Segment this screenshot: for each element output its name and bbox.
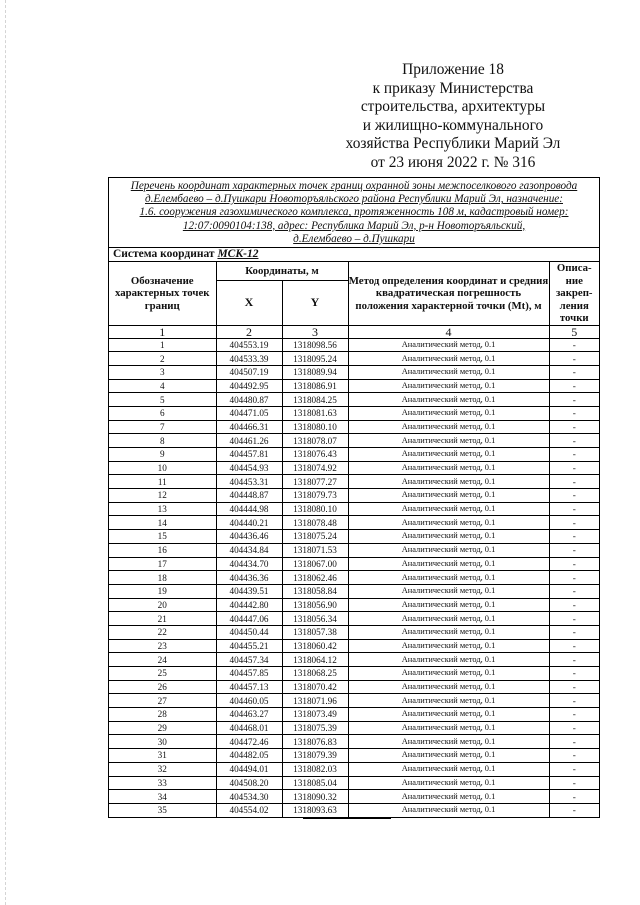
table-row: [109, 406, 599, 420]
description-cell: -: [549, 461, 599, 475]
point-number-cell: 13: [109, 502, 216, 516]
x-coordinate-cell: 404436.46: [216, 530, 282, 544]
point-number-cell: 27: [109, 694, 216, 708]
y-coordinate-cell: 1318090.32: [282, 790, 348, 804]
x-coordinate-cell: 404480.87: [216, 393, 282, 407]
table-row: [109, 708, 599, 722]
x-coordinate-cell: 404463.27: [216, 708, 282, 722]
description-cell: -: [549, 571, 599, 585]
y-coordinate-cell: 1318057.38: [282, 625, 348, 639]
x-coordinate-cell: 404457.13: [216, 680, 282, 694]
table-row: [109, 762, 599, 776]
x-coordinate-cell: 404457.81: [216, 448, 282, 462]
method-cell: Аналитический метод, 0.1: [348, 680, 549, 694]
description-cell: -: [549, 516, 599, 530]
point-number-cell: 4: [109, 379, 216, 393]
x-coordinate-cell: 404482.05: [216, 749, 282, 763]
y-coordinate-cell: 1318089.94: [282, 365, 348, 379]
header-designation: Обозначение характерных точек границ: [109, 262, 216, 325]
point-number-cell: 3: [109, 365, 216, 379]
method-cell: Аналитический метод, 0.1: [348, 530, 549, 544]
x-coordinate-cell: 404444.98: [216, 502, 282, 516]
description-cell: -: [549, 639, 599, 653]
method-cell: Аналитический метод, 0.1: [348, 448, 549, 462]
method-cell: Аналитический метод, 0.1: [348, 584, 549, 598]
y-coordinate-cell: 1318085.04: [282, 776, 348, 790]
header-line: хозяйства Республики Марий Эл: [345, 135, 561, 152]
table-row: [109, 625, 599, 639]
point-number-cell: 12: [109, 489, 216, 503]
point-number-cell: 14: [109, 516, 216, 530]
method-cell: Аналитический метод, 0.1: [348, 776, 549, 790]
description-cell: -: [549, 557, 599, 571]
x-coordinate-cell: 404472.46: [216, 735, 282, 749]
point-number-cell: 18: [109, 571, 216, 585]
x-coordinate-cell: 404507.19: [216, 365, 282, 379]
coordinate-system-value: МСК-12: [217, 248, 259, 261]
y-coordinate-cell: 1318080.10: [282, 420, 348, 434]
table-row: [109, 420, 599, 434]
column-number: 4: [348, 325, 549, 338]
point-number-cell: 22: [109, 625, 216, 639]
y-coordinate-cell: 1318060.42: [282, 639, 348, 653]
y-coordinate-cell: 1318075.24: [282, 530, 348, 544]
y-coordinate-cell: 1318079.73: [282, 489, 348, 503]
method-cell: Аналитический метод, 0.1: [348, 694, 549, 708]
point-number-cell: 1: [109, 338, 216, 352]
y-coordinate-cell: 1318095.24: [282, 352, 348, 366]
description-cell: -: [549, 584, 599, 598]
y-coordinate-cell: 1318056.34: [282, 612, 348, 626]
table-row: [109, 694, 599, 708]
point-number-cell: 16: [109, 543, 216, 557]
point-number-cell: 17: [109, 557, 216, 571]
header-description: Описа-ние закреп-ления точки: [549, 262, 599, 325]
description-cell: -: [549, 434, 599, 448]
point-number-cell: 28: [109, 708, 216, 722]
point-number-cell: 32: [109, 762, 216, 776]
x-coordinate-cell: 404460.05: [216, 694, 282, 708]
footer-divider: [303, 818, 391, 819]
method-cell: Аналитический метод, 0.1: [348, 571, 549, 585]
table-row: [109, 338, 599, 352]
x-coordinate-cell: 404447.06: [216, 612, 282, 626]
coordinates-frame: [108, 177, 600, 818]
x-coordinate-cell: 404457.85: [216, 667, 282, 681]
description-cell: -: [549, 338, 599, 352]
x-coordinate-cell: 404494.01: [216, 762, 282, 776]
point-number-cell: 24: [109, 653, 216, 667]
title-line: д.Елембаево – д.Пушкари Новоторъяльского района Республики Марий Эл, назначение:: [145, 193, 563, 206]
method-cell: Аналитический метод, 0.1: [348, 502, 549, 516]
y-coordinate-cell: 1318070.42: [282, 680, 348, 694]
y-coordinate-cell: 1318080.10: [282, 502, 348, 516]
method-cell: Аналитический метод, 0.1: [348, 598, 549, 612]
point-number-cell: 29: [109, 721, 216, 735]
y-coordinate-cell: 1318093.63: [282, 803, 348, 816]
method-cell: Аналитический метод, 0.1: [348, 489, 549, 503]
method-cell: Аналитический метод, 0.1: [348, 393, 549, 407]
point-number-cell: 2: [109, 352, 216, 366]
description-cell: -: [549, 680, 599, 694]
y-coordinate-cell: 1318081.63: [282, 406, 348, 420]
description-cell: -: [549, 489, 599, 503]
point-number-cell: 7: [109, 420, 216, 434]
point-number-cell: 35: [109, 803, 216, 816]
description-cell: -: [549, 708, 599, 722]
y-coordinate-cell: 1318062.46: [282, 571, 348, 585]
header-line: к приказу Министерства: [372, 79, 534, 97]
method-cell: Аналитический метод, 0.1: [348, 803, 549, 816]
y-coordinate-cell: 1318064.12: [282, 653, 348, 667]
x-coordinate-cell: 404450.44: [216, 625, 282, 639]
table-row: [109, 639, 599, 653]
method-cell: Аналитический метод, 0.1: [348, 667, 549, 681]
y-coordinate-cell: 1318076.43: [282, 448, 348, 462]
point-number-cell: 33: [109, 776, 216, 790]
description-cell: -: [549, 475, 599, 489]
y-coordinate-cell: 1318074.92: [282, 461, 348, 475]
x-coordinate-cell: 404434.70: [216, 557, 282, 571]
x-coordinate-cell: 404553.19: [216, 338, 282, 352]
header-line: от 23 июня 2022 г. № 316: [370, 153, 536, 171]
method-cell: Аналитический метод, 0.1: [348, 612, 549, 626]
y-coordinate-cell: 1318078.07: [282, 434, 348, 448]
x-coordinate-cell: 404453.31: [216, 475, 282, 489]
method-cell: Аналитический метод, 0.1: [348, 475, 549, 489]
title-line: д.Елембаево – д.Пушкари: [293, 232, 415, 245]
description-cell: -: [549, 667, 599, 681]
header-line: и жилищно-коммунального: [362, 116, 544, 134]
table-row: [109, 502, 599, 516]
table-row: [109, 489, 599, 503]
x-coordinate-cell: 404508.20: [216, 776, 282, 790]
x-coordinate-cell: 404448.87: [216, 489, 282, 503]
description-cell: -: [549, 448, 599, 462]
method-cell: Аналитический метод, 0.1: [348, 338, 549, 352]
method-cell: Аналитический метод, 0.1: [348, 516, 549, 530]
header-line: Приложение 18: [402, 61, 504, 78]
table-row: [109, 680, 599, 694]
table-row: [109, 365, 599, 379]
method-cell: Аналитический метод, 0.1: [348, 639, 549, 653]
method-cell: Аналитический метод, 0.1: [348, 434, 549, 448]
table-row: [109, 735, 599, 749]
table-row: [109, 598, 599, 612]
point-number-cell: 21: [109, 612, 216, 626]
description-cell: -: [549, 598, 599, 612]
x-coordinate-cell: 404439.51: [216, 584, 282, 598]
description-cell: -: [549, 420, 599, 434]
x-coordinate-cell: 404461.26: [216, 434, 282, 448]
method-cell: Аналитический метод, 0.1: [348, 708, 549, 722]
column-numbers-row: [109, 325, 599, 338]
x-coordinate-cell: 404436.36: [216, 571, 282, 585]
point-number-cell: 10: [109, 461, 216, 475]
method-cell: Аналитический метод, 0.1: [348, 625, 549, 639]
method-cell: Аналитический метод, 0.1: [348, 352, 549, 366]
header-x: X: [216, 280, 282, 325]
header-method: Метод определения координат и средния квадратическая погрешность положения характерной точки (Mt), м: [348, 262, 549, 325]
table-row: [109, 721, 599, 735]
table-row: [109, 571, 599, 585]
point-number-cell: 5: [109, 393, 216, 407]
method-cell: Аналитический метод, 0.1: [348, 379, 549, 393]
y-coordinate-cell: 1318078.48: [282, 516, 348, 530]
header-y: Y: [282, 280, 348, 325]
y-coordinate-cell: 1318071.53: [282, 543, 348, 557]
coordinates-table: [109, 262, 599, 817]
coordinate-system-row: [109, 248, 599, 262]
point-number-cell: 15: [109, 530, 216, 544]
point-number-cell: 30: [109, 735, 216, 749]
x-coordinate-cell: 404440.21: [216, 516, 282, 530]
table-row: [109, 393, 599, 407]
table-row: [109, 749, 599, 763]
table-row: [109, 448, 599, 462]
column-number: 1: [109, 325, 216, 338]
x-coordinate-cell: 404455.21: [216, 639, 282, 653]
x-coordinate-cell: 404533.39: [216, 352, 282, 366]
y-coordinate-cell: 1318084.25: [282, 393, 348, 407]
title-line: Перечень координат характерных точек границ охранной зоны межпоселкового газопровода: [130, 180, 578, 192]
point-number-cell: 9: [109, 448, 216, 462]
method-cell: Аналитический метод, 0.1: [348, 790, 549, 804]
point-number-cell: 34: [109, 790, 216, 804]
point-number-cell: 20: [109, 598, 216, 612]
y-coordinate-cell: 1318067.00: [282, 557, 348, 571]
description-cell: -: [549, 379, 599, 393]
method-cell: Аналитический метод, 0.1: [348, 557, 549, 571]
point-number-cell: 25: [109, 667, 216, 681]
y-coordinate-cell: 1318077.27: [282, 475, 348, 489]
point-number-cell: 11: [109, 475, 216, 489]
method-cell: Аналитический метод, 0.1: [348, 721, 549, 735]
table-row: [109, 653, 599, 667]
list-title: [109, 178, 599, 248]
y-coordinate-cell: 1318075.39: [282, 721, 348, 735]
page-edge-line: [5, 0, 6, 905]
y-coordinate-cell: 1318076.83: [282, 735, 348, 749]
x-coordinate-cell: 404466.31: [216, 420, 282, 434]
table-row: [109, 803, 599, 816]
method-cell: Аналитический метод, 0.1: [348, 461, 549, 475]
point-number-cell: 8: [109, 434, 216, 448]
description-cell: -: [549, 694, 599, 708]
coordinate-system-label: Система координат: [113, 248, 215, 261]
title-line: 12:07:0090104:138, адрес: Республика Марий Эл, р-н Новоторъяльский,: [182, 219, 526, 232]
column-number: 5: [549, 325, 599, 338]
table-row: [109, 352, 599, 366]
table-row: [109, 461, 599, 475]
x-coordinate-cell: 404442.80: [216, 598, 282, 612]
column-number: 2: [216, 325, 282, 338]
x-coordinate-cell: 404554.02: [216, 803, 282, 816]
description-cell: -: [549, 393, 599, 407]
table-row: [109, 667, 599, 681]
point-number-cell: 19: [109, 584, 216, 598]
description-cell: -: [549, 502, 599, 516]
description-cell: -: [549, 365, 599, 379]
x-coordinate-cell: 404457.34: [216, 653, 282, 667]
description-cell: -: [549, 790, 599, 804]
column-number: 3: [282, 325, 348, 338]
method-cell: Аналитический метод, 0.1: [348, 762, 549, 776]
table-row: [109, 516, 599, 530]
table-row: [109, 543, 599, 557]
title-line: 1.6. сооружения газохимического комплекса, протяженность 108 м, кадастровый номер:: [139, 206, 569, 219]
header-coordinates: Координаты, м: [216, 262, 348, 280]
y-coordinate-cell: 1318079.39: [282, 749, 348, 763]
table-row: [109, 557, 599, 571]
y-coordinate-cell: 1318073.49: [282, 708, 348, 722]
table-row: [109, 584, 599, 598]
method-cell: Аналитический метод, 0.1: [348, 543, 549, 557]
description-cell: -: [549, 735, 599, 749]
y-coordinate-cell: 1318098.56: [282, 338, 348, 352]
description-cell: -: [549, 625, 599, 639]
x-coordinate-cell: 404534.30: [216, 790, 282, 804]
table-row: [109, 790, 599, 804]
table-row: [109, 612, 599, 626]
x-coordinate-cell: 404434.84: [216, 543, 282, 557]
table-row: [109, 475, 599, 489]
method-cell: Аналитический метод, 0.1: [348, 653, 549, 667]
point-number-cell: 23: [109, 639, 216, 653]
point-number-cell: 6: [109, 406, 216, 420]
table-row: [109, 434, 599, 448]
y-coordinate-cell: 1318058.84: [282, 584, 348, 598]
description-cell: -: [549, 543, 599, 557]
description-cell: -: [549, 762, 599, 776]
method-cell: Аналитический метод, 0.1: [348, 749, 549, 763]
point-number-cell: 31: [109, 749, 216, 763]
description-cell: -: [549, 803, 599, 816]
description-cell: -: [549, 721, 599, 735]
x-coordinate-cell: 404471.05: [216, 406, 282, 420]
x-coordinate-cell: 404492.95: [216, 379, 282, 393]
y-coordinate-cell: 1318082.03: [282, 762, 348, 776]
x-coordinate-cell: 404468.01: [216, 721, 282, 735]
table-row: [109, 379, 599, 393]
description-cell: -: [549, 612, 599, 626]
x-coordinate-cell: 404454.93: [216, 461, 282, 475]
description-cell: -: [549, 406, 599, 420]
description-cell: -: [549, 530, 599, 544]
appendix-header: [330, 61, 576, 172]
y-coordinate-cell: 1318068.25: [282, 667, 348, 681]
y-coordinate-cell: 1318086.91: [282, 379, 348, 393]
header-line: строительства, архитектуры: [360, 98, 546, 115]
method-cell: Аналитический метод, 0.1: [348, 420, 549, 434]
description-cell: -: [549, 776, 599, 790]
description-cell: -: [549, 653, 599, 667]
method-cell: Аналитический метод, 0.1: [348, 406, 549, 420]
method-cell: Аналитический метод, 0.1: [348, 735, 549, 749]
table-row: [109, 530, 599, 544]
point-number-cell: 26: [109, 680, 216, 694]
method-cell: Аналитический метод, 0.1: [348, 365, 549, 379]
y-coordinate-cell: 1318056.90: [282, 598, 348, 612]
table-row: [109, 776, 599, 790]
description-cell: -: [549, 749, 599, 763]
y-coordinate-cell: 1318071.96: [282, 694, 348, 708]
description-cell: -: [549, 352, 599, 366]
